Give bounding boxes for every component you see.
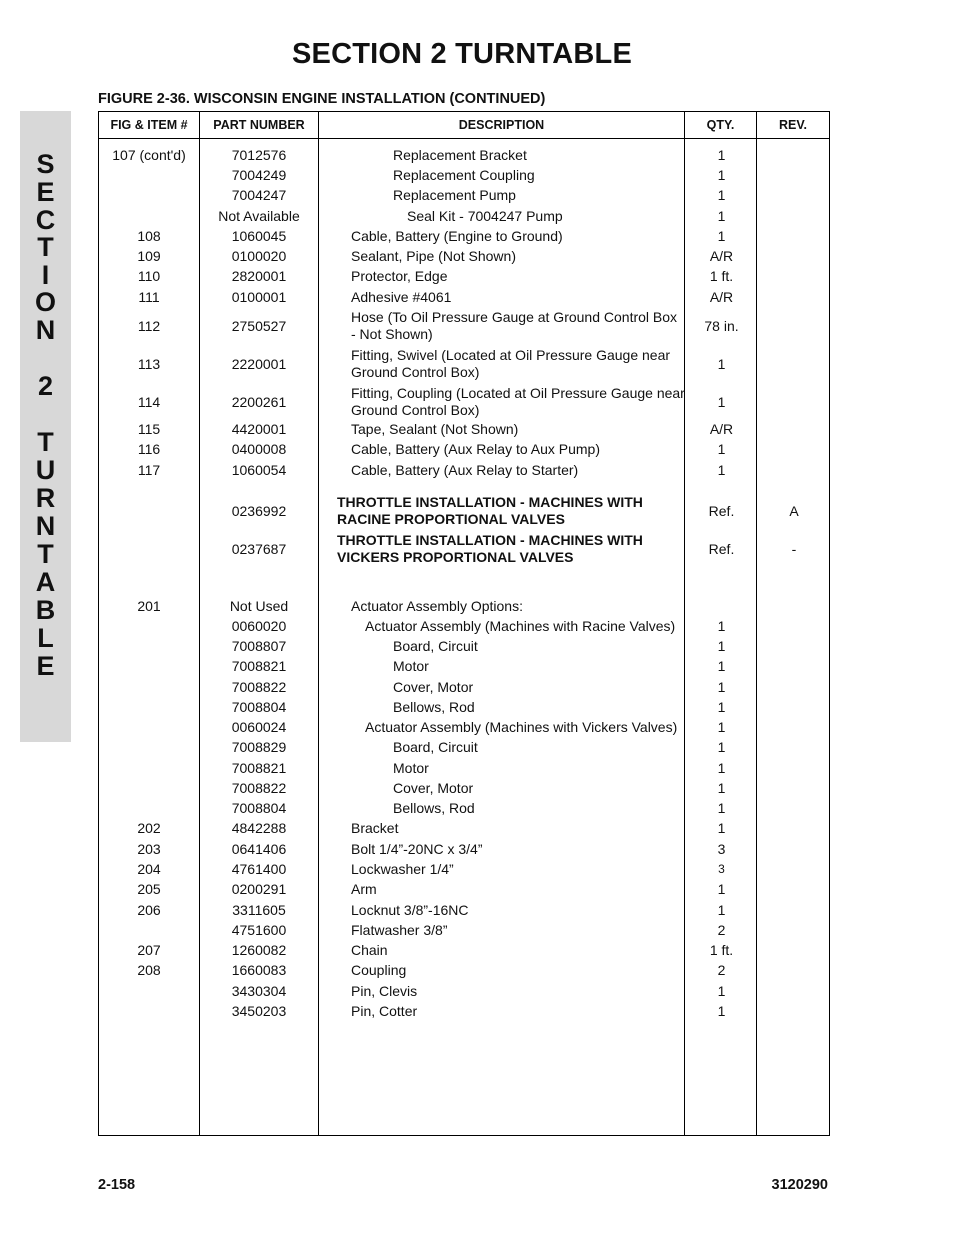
part-number-cell: 7012576 (231, 147, 287, 163)
header-qty: QTY. (706, 118, 735, 132)
description-cell: Protector, Edge (351, 267, 448, 284)
side-tab-letter: T (37, 539, 54, 569)
table-row (99, 922, 829, 938)
table-row (99, 902, 829, 918)
description-cell: Bellows, Rod (393, 799, 475, 816)
table-row (99, 942, 829, 958)
description-cell: Motor (393, 657, 429, 674)
description-cell: Bracket (351, 819, 399, 836)
description-cell: Cable, Battery (Aux Relay to Aux Pump) (351, 440, 600, 457)
qty-cell: 1 (717, 658, 726, 674)
fig-item-cell (99, 658, 199, 674)
table-row (99, 679, 829, 695)
description-cell: Flatwasher 3/8” (351, 921, 448, 938)
table-row (99, 167, 829, 183)
header-fig-item: FIG & ITEM # (110, 118, 188, 132)
part-number-cell: 7008822 (231, 679, 287, 695)
rev-cell (758, 902, 830, 918)
description-cell: Cable, Battery (Aux Relay to Starter) (351, 461, 579, 478)
fig-item-cell: 110 (137, 268, 161, 284)
rev-cell (758, 289, 830, 305)
description-cell: Replacement Bracket (393, 146, 527, 163)
fig-item-cell: 208 (137, 962, 161, 978)
fig-item-cell: 204 (137, 861, 161, 877)
qty-cell: 1 (717, 679, 726, 695)
side-tab-letter: C (35, 205, 56, 235)
fig-item-cell: 202 (137, 820, 161, 836)
fig-item-cell: 113 (137, 356, 161, 372)
fig-item-cell (99, 800, 199, 816)
qty-cell (686, 598, 757, 614)
qty-cell: 1 (717, 394, 726, 410)
table-row (99, 800, 829, 816)
header-rev: REV. (778, 118, 808, 132)
rev-cell (758, 638, 830, 654)
fig-item-cell (99, 679, 199, 695)
fig-item-cell (99, 1003, 199, 1019)
figure-title: FIGURE 2-36. WISCONSIN ENGINE INSTALLATION (CONTINUED) (98, 91, 546, 107)
fig-item-cell (99, 739, 199, 755)
fig-item-cell: 201 (137, 598, 161, 614)
qty-cell: 1 (717, 187, 726, 203)
rev-cell (758, 208, 830, 224)
description-cell: Bellows, Rod (393, 698, 475, 715)
side-tab-letter: N (35, 511, 56, 541)
part-number-cell: 1260082 (231, 942, 287, 958)
fig-item-cell (99, 208, 199, 224)
description-cell: Board, Circuit (393, 637, 478, 654)
rev-cell (758, 187, 830, 203)
description-cell: THROTTLE INSTALLATION - MACHINES WITH RACINE PROPORTIONAL VALVES (337, 494, 643, 527)
part-number-cell: 0060020 (231, 618, 287, 634)
fig-item-cell (99, 167, 199, 183)
rev-cell (758, 922, 830, 938)
qty-cell: 1 (717, 902, 726, 918)
description-cell: Actuator Assembly (Machines with Racine Valves) (365, 617, 676, 634)
rev-cell (758, 347, 830, 381)
fig-item-cell (99, 618, 199, 634)
fig-item-cell: 112 (137, 318, 161, 334)
rev-cell (758, 441, 830, 457)
rev-cell (758, 1003, 830, 1019)
description-cell: Board, Circuit (393, 738, 478, 755)
table-row (99, 861, 829, 877)
description-cell: Fitting, Swivel (Located at Oil Pressure Gauge near Ground Control Box) (351, 347, 671, 380)
fig-item-cell (99, 493, 199, 529)
rev-cell (758, 167, 830, 183)
part-number-cell: 0236992 (231, 503, 287, 519)
table-row (99, 881, 829, 897)
part-number-cell: 0237687 (231, 541, 287, 557)
side-tab-letter: T (37, 427, 54, 457)
table-row (99, 147, 829, 163)
description-cell: Adhesive #4061 (351, 288, 452, 305)
side-tab-letter: B (35, 595, 56, 625)
table-row (99, 385, 829, 419)
part-number-cell: 4751600 (231, 922, 287, 938)
description-cell: Fitting, Coupling (Located at Oil Pressure Gauge near Ground Control Box) (351, 385, 685, 418)
fig-item-cell (99, 922, 199, 938)
fig-item-cell: 108 (137, 228, 161, 244)
description-cell: Chain (351, 941, 388, 958)
fig-item-cell (99, 638, 199, 654)
side-tab-letter: A (35, 567, 56, 597)
qty-cell: 1 (717, 356, 726, 372)
side-tab-letter: L (37, 623, 54, 653)
rev-cell (758, 385, 830, 419)
header-divider (99, 138, 829, 139)
table-row (99, 187, 829, 203)
rev-cell (758, 983, 830, 999)
fig-item-cell: 205 (137, 881, 161, 897)
description-cell: Arm (351, 880, 377, 897)
part-number-cell: 0060024 (231, 719, 287, 735)
side-tab-letter: R (35, 483, 56, 513)
part-number-cell: 7004247 (231, 187, 287, 203)
rev-cell (758, 462, 830, 478)
table-row (99, 421, 829, 437)
table-row (99, 462, 829, 478)
side-tab-letter: T (37, 232, 54, 262)
qty-cell: 1 (717, 147, 726, 163)
table-row (99, 618, 829, 634)
part-number-cell: 0400008 (231, 441, 287, 457)
side-tab-letter: 2 (37, 371, 54, 401)
table-row (99, 983, 829, 999)
rev-cell (758, 679, 830, 695)
table-row (99, 780, 829, 796)
table-row (99, 441, 829, 457)
fig-item-cell: 114 (137, 394, 161, 410)
fig-item-cell: 207 (137, 942, 161, 958)
side-tab-letter: N (35, 315, 56, 345)
qty-cell: 2 (717, 922, 726, 938)
part-number-cell: 0641406 (231, 841, 287, 857)
rev-cell (758, 147, 830, 163)
parts-table (98, 111, 830, 1136)
part-number-cell: 7008821 (231, 658, 287, 674)
part-number-cell: 1660083 (231, 962, 287, 978)
description-cell: Actuator Assembly (Machines with Vickers Valves) (365, 718, 678, 735)
table-row (99, 658, 829, 674)
rev-cell (758, 780, 830, 796)
fig-item-cell: 107 (cont'd) (112, 147, 186, 163)
table-row (99, 699, 829, 715)
table-row (99, 719, 829, 735)
table-row (99, 228, 829, 244)
qty-cell: Ref. (708, 503, 735, 519)
description-cell: Replacement Coupling (393, 166, 535, 183)
qty-cell: 1 (717, 800, 726, 816)
qty-cell: 1 (717, 739, 726, 755)
qty-cell: 1 (717, 167, 726, 183)
part-number-cell: 0100001 (231, 289, 287, 305)
part-number-cell: 7008804 (231, 800, 287, 816)
rev-cell (758, 248, 830, 264)
description-cell: Coupling (351, 961, 407, 978)
header-description: DESCRIPTION (458, 118, 545, 132)
table-row (99, 962, 829, 978)
side-tab-letter: S (36, 149, 55, 179)
page-number: 2-158 (98, 1177, 136, 1193)
side-tab-letter: E (36, 177, 55, 207)
qty-cell: A/R (709, 421, 734, 437)
qty-cell: 1 (717, 638, 726, 654)
part-number-cell: 4842288 (231, 820, 287, 836)
part-number-cell: 7008822 (231, 780, 287, 796)
table-row (99, 208, 829, 224)
part-number-cell: Not Available (218, 208, 300, 224)
fig-item-cell (99, 187, 199, 203)
description-cell: Bolt 1/4”-20NC x 3/4” (351, 840, 483, 857)
header-part-number: PART NUMBER (213, 118, 305, 132)
qty-cell: 1 (717, 820, 726, 836)
qty-cell: 1 ft. (709, 268, 734, 284)
qty-cell: 1 (717, 1003, 726, 1019)
fig-item-cell: 203 (137, 841, 161, 857)
table-row (99, 268, 829, 284)
rev-cell (758, 719, 830, 735)
qty-cell: 1 (717, 699, 726, 715)
qty-cell: A/R (709, 248, 734, 264)
description-cell: Lockwasher 1/4” (351, 860, 454, 877)
qty-cell: A/R (709, 289, 734, 305)
description-cell: Tape, Sealant (Not Shown) (351, 420, 519, 437)
description-cell: THROTTLE INSTALLATION - MACHINES WITH VICKERS PROPORTIONAL VALVES (337, 532, 643, 565)
rev-cell (758, 739, 830, 755)
rev-cell: A (789, 503, 799, 519)
qty-cell: 1 (717, 441, 726, 457)
description-cell: Cover, Motor (393, 678, 474, 695)
fig-item-cell (99, 719, 199, 735)
table-row (99, 760, 829, 776)
part-number-cell: 0200291 (231, 881, 287, 897)
description-cell: Seal Kit - 7004247 Pump (407, 207, 563, 224)
fig-item-cell (99, 760, 199, 776)
description-cell: Hose (To Oil Pressure Gauge at Ground Control Box - Not Shown) (351, 309, 678, 342)
fig-item-cell (99, 531, 199, 567)
description-cell: Motor (393, 759, 429, 776)
fig-item-cell (99, 699, 199, 715)
qty-cell: 1 (717, 983, 726, 999)
part-number-cell: Not Used (229, 598, 289, 614)
table-row (99, 493, 829, 529)
part-number-cell: 1060045 (231, 228, 287, 244)
part-number-cell: 2820001 (231, 268, 287, 284)
fig-item-cell: 111 (138, 289, 160, 305)
qty-cell: 1 (717, 719, 726, 735)
description-cell: Cover, Motor (393, 779, 474, 796)
rev-cell (758, 881, 830, 897)
rev-cell (758, 699, 830, 715)
fig-item-cell (99, 983, 199, 999)
rev-cell (758, 658, 830, 674)
fig-item-cell: 206 (137, 902, 161, 918)
rev-cell (758, 962, 830, 978)
fig-item-cell: 109 (137, 248, 161, 264)
table-row (99, 638, 829, 654)
rev-cell (758, 841, 830, 857)
rev-cell (758, 820, 830, 836)
rev-cell (758, 228, 830, 244)
description-cell: Locknut 3/8”-16NC (351, 901, 469, 918)
fig-item-cell (99, 780, 199, 796)
table-row (99, 309, 829, 343)
document-number: 3120290 (771, 1177, 828, 1193)
table-row (99, 531, 829, 567)
side-tab-letter: O (34, 287, 56, 317)
qty-cell: 1 (717, 228, 726, 244)
part-number-cell: 7008829 (231, 739, 287, 755)
qty-cell: 3 (718, 862, 725, 876)
part-number-cell: 2200261 (231, 394, 287, 410)
rev-cell (758, 800, 830, 816)
qty-cell: 1 (717, 780, 726, 796)
table-row (99, 248, 829, 264)
rev-cell (758, 268, 830, 284)
qty-cell: 1 ft. (709, 942, 734, 958)
side-tab-letter: U (35, 455, 56, 485)
part-number-cell: 3311605 (232, 902, 286, 918)
qty-cell: 1 (717, 208, 726, 224)
part-number-cell: 2220001 (231, 356, 287, 372)
fig-item-cell: 115 (137, 421, 161, 437)
description-cell: Cable, Battery (Engine to Ground) (351, 227, 563, 244)
part-number-cell: 3450203 (231, 1003, 287, 1019)
description-cell: Pin, Cotter (351, 1002, 418, 1019)
description-cell: Sealant, Pipe (Not Shown) (351, 247, 516, 264)
table-row (99, 347, 829, 381)
rev-cell (758, 598, 830, 614)
rev-cell (758, 861, 830, 877)
description-cell: Actuator Assembly Options: (351, 597, 523, 614)
qty-cell: 2 (717, 962, 726, 978)
qty-cell: 3 (717, 841, 726, 857)
table-row (99, 1003, 829, 1019)
side-tab-letter: I (41, 260, 50, 290)
fig-item-cell: 117 (137, 462, 161, 478)
section-side-tab (20, 111, 71, 742)
table-row (99, 739, 829, 755)
part-number-cell: 7008807 (231, 638, 287, 654)
rev-cell (758, 760, 830, 776)
rev-cell (758, 942, 830, 958)
rev-cell (758, 421, 830, 437)
part-number-cell: 0100020 (231, 248, 287, 264)
fig-item-cell: 116 (137, 441, 161, 457)
rev-cell: - (791, 541, 797, 557)
qty-cell: Ref. (708, 541, 735, 557)
table-row (99, 598, 829, 614)
qty-cell: 78 in. (704, 318, 739, 334)
part-number-cell: 3430304 (231, 983, 287, 999)
part-number-cell: 7008821 (231, 760, 287, 776)
rev-cell (758, 309, 830, 343)
part-number-cell: 2750527 (231, 318, 287, 334)
part-number-cell: 7004249 (231, 167, 287, 183)
rev-cell (758, 618, 830, 634)
qty-cell: 1 (717, 462, 726, 478)
part-number-cell: 7008804 (231, 699, 287, 715)
description-cell: Replacement Pump (393, 186, 516, 203)
table-row (99, 289, 829, 305)
table-row (99, 820, 829, 836)
table-row (99, 841, 829, 857)
qty-cell: 1 (717, 881, 726, 897)
side-tab-letter: E (36, 651, 55, 681)
part-number-cell: 4761400 (231, 861, 287, 877)
part-number-cell: 4420001 (231, 421, 287, 437)
qty-cell: 1 (717, 618, 726, 634)
page-title: SECTION 2 TURNTABLE (292, 38, 632, 70)
part-number-cell: 1060054 (231, 462, 287, 478)
qty-cell: 1 (717, 760, 726, 776)
description-cell: Pin, Clevis (351, 982, 418, 999)
